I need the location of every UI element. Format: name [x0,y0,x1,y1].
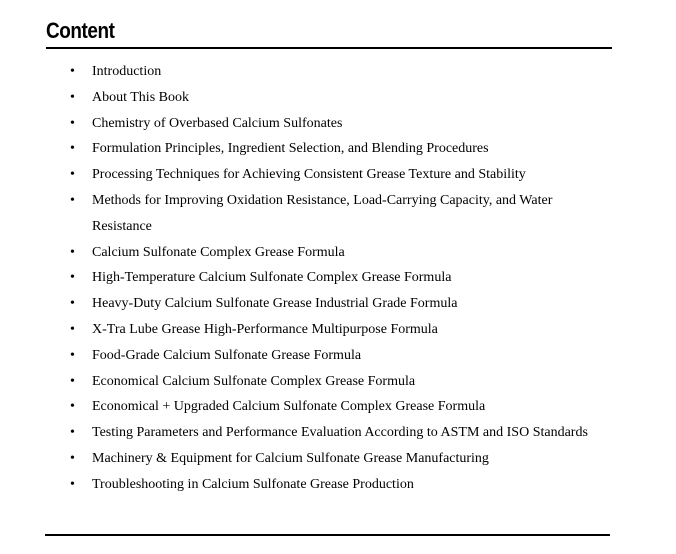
toc-item-text: Machinery & Equipment for Calcium Sulfonate Grease Manufacturing [92,450,489,466]
bullet-icon: • [70,476,75,492]
toc-item-text-continued: Resistance [92,218,152,234]
toc-item-text: Methods for Improving Oxidation Resistance, Load-Carrying Capacity, and Water [92,192,553,208]
bullet-icon: • [70,244,75,260]
toc-item [70,317,632,343]
toc-item [70,188,632,240]
footer-rule [45,534,610,536]
bullet-icon: • [70,425,75,441]
toc-item [70,240,632,266]
toc-item [70,472,632,498]
toc-item [70,394,632,420]
toc-item-text: Formulation Principles, Ingredient Selection, and Blending Procedures [92,141,489,157]
bullet-icon: • [70,141,75,157]
toc-item-text: About This Book [92,89,189,105]
bullet-icon: • [70,373,75,389]
bullet-icon: • [70,296,75,312]
bullet-icon: • [70,64,75,79]
toc-item [70,136,632,162]
toc-item-text: Chemistry of Overbased Calcium Sulfonates [92,115,343,131]
bullet-icon: • [70,115,75,131]
toc-item-text: X-Tra Lube Grease High-Performance Multipurpose Formula [92,321,438,337]
bullet-icon: • [70,167,75,183]
toc-item-text: High-Temperature Calcium Sulfonate Complex Grease Formula [92,270,452,286]
title-underline-rule [46,47,612,49]
toc-item-text: Troubleshooting in Calcium Sulfonate Grease Production [92,476,414,492]
toc-item [70,420,632,446]
toc-item-text: Economical Calcium Sulfonate Complex Grease Formula [92,373,416,389]
bullet-icon: • [70,192,75,208]
toc-item-text: Economical + Upgraded Calcium Sulfonate Complex Grease Formula [92,399,486,415]
toc-item-text: Processing Techniques for Achieving Consistent Grease Texture and Stability [92,167,526,183]
toc-item [70,369,632,395]
toc-item [70,265,632,291]
toc-item-text: Calcium Sulfonate Complex Grease Formula [92,244,345,260]
toc-item [70,111,632,137]
toc-item [70,85,632,111]
page-title: Content [46,18,115,43]
bullet-icon: • [70,399,75,415]
toc-item-text: Testing Parameters and Performance Evaluation According to ASTM and ISO Standards [92,425,588,441]
bullet-icon: • [70,347,75,363]
toc-item-text: Introduction [92,64,162,79]
bullet-icon: • [70,270,75,286]
bullet-icon: • [70,321,75,337]
bullet-icon: • [70,89,75,105]
toc-item [70,446,632,472]
toc-item [70,343,632,369]
toc-item [70,59,632,85]
toc-item [70,162,632,188]
bullet-icon: • [70,450,75,466]
toc-list [70,59,632,498]
toc-item-text: Heavy-Duty Calcium Sulfonate Grease Industrial Grade Formula [92,296,458,312]
toc-item-text: Food-Grade Calcium Sulfonate Grease Formula [92,347,362,363]
toc-item [70,291,632,317]
